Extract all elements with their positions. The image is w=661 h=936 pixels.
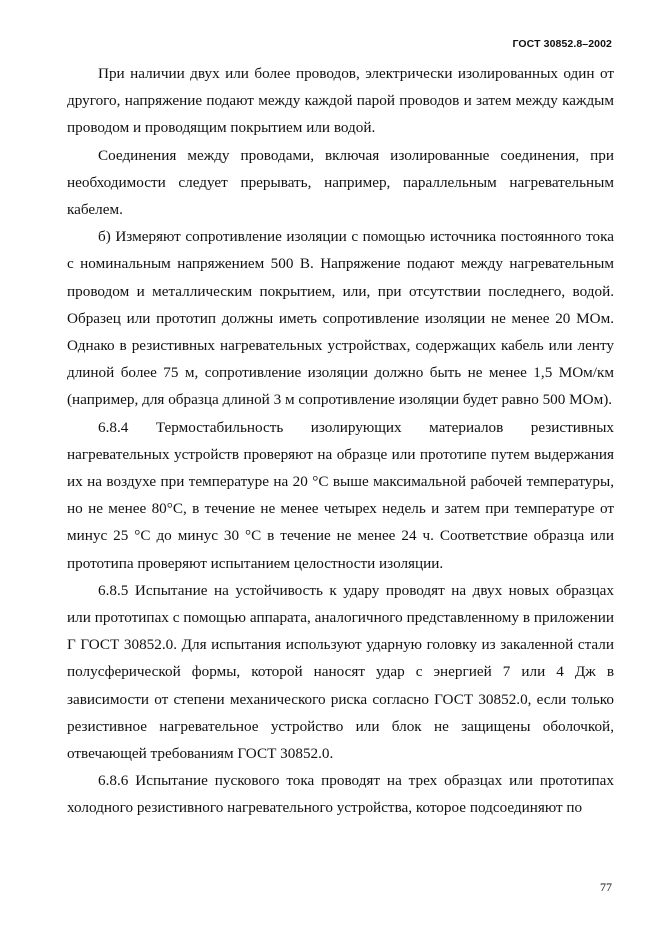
paragraph-6-8-6: 6.8.6 Испытание пускового тока проводят на трех образцах или прототипах холодного резистивного нагревательного устройства, которое подсоединяют по — [67, 772, 614, 817]
paragraph-wires-voltage: При наличии двух или более проводов, электрически изолированных один от другого, напряжение подают между каждой парой проводов и затем между каждым проводом и проводящим покрытием или водой. — [67, 65, 614, 137]
document-body — [67, 60, 614, 822]
paragraph-insulation-resistance: б) Измеряют сопротивление изоляции с помощью источника постоянного тока с номинальным напряжением 500 В. Напряжение подают между нагревательным проводом и металлическим покрытием, или, при отсутствии последнего, водой. Образец или прототип должны иметь сопротивление изоляции не менее 20 МОм. Однако в резистивных нагревательных устройствах, содержащих кабель или ленту длиной более 75 м, сопротивление изоляции должно быть не менее 1,5 МОм/км (например, для образца длиной 3 м сопротивление изоляции будет равно 500 МОм). — [67, 228, 614, 409]
paragraph-connections: Соединения между проводами, включая изолированные соединения, при необходимости следует прерывать, например, параллельным нагревательным кабелем. — [67, 146, 614, 219]
paragraph-6-8-4: 6.8.4 Термостабильность изолирующих материалов резистивных нагревательных устройств проверяют на образце или прототипе путем выдержания их на воздухе при температуре на 20 °С выше максимальной рабочей температуры, но не менее 80°С, в течение не менее четырех недель и затем при температуре от минус 25 °С до минус 30 °С в течение не менее 24 ч. Соответствие образца или прототипа проверяют испытанием целостности изоляции. — [67, 418, 614, 572]
document-code-header: ГОСТ 30852.8–2002 — [512, 38, 612, 50]
page-number: 77 — [600, 880, 612, 894]
paragraph-6-8-5: 6.8.5 Испытание на устойчивость к удару проводят на двух новых образцах или прототипах с помощью аппарата, аналогичного представленному в приложении Г ГОСТ 30852.0. Для испытания используют ударную головку из закаленной стали полусферической формы, которой наносят удар с энергией 7 или 4 Дж в зависимости от степени механического риска согласно ГОСТ 30852.0, если только резистивное нагревательное устройство или блок не защищены оболочкой, отвечающей требованиям ГОСТ 30852.0. — [67, 581, 614, 763]
